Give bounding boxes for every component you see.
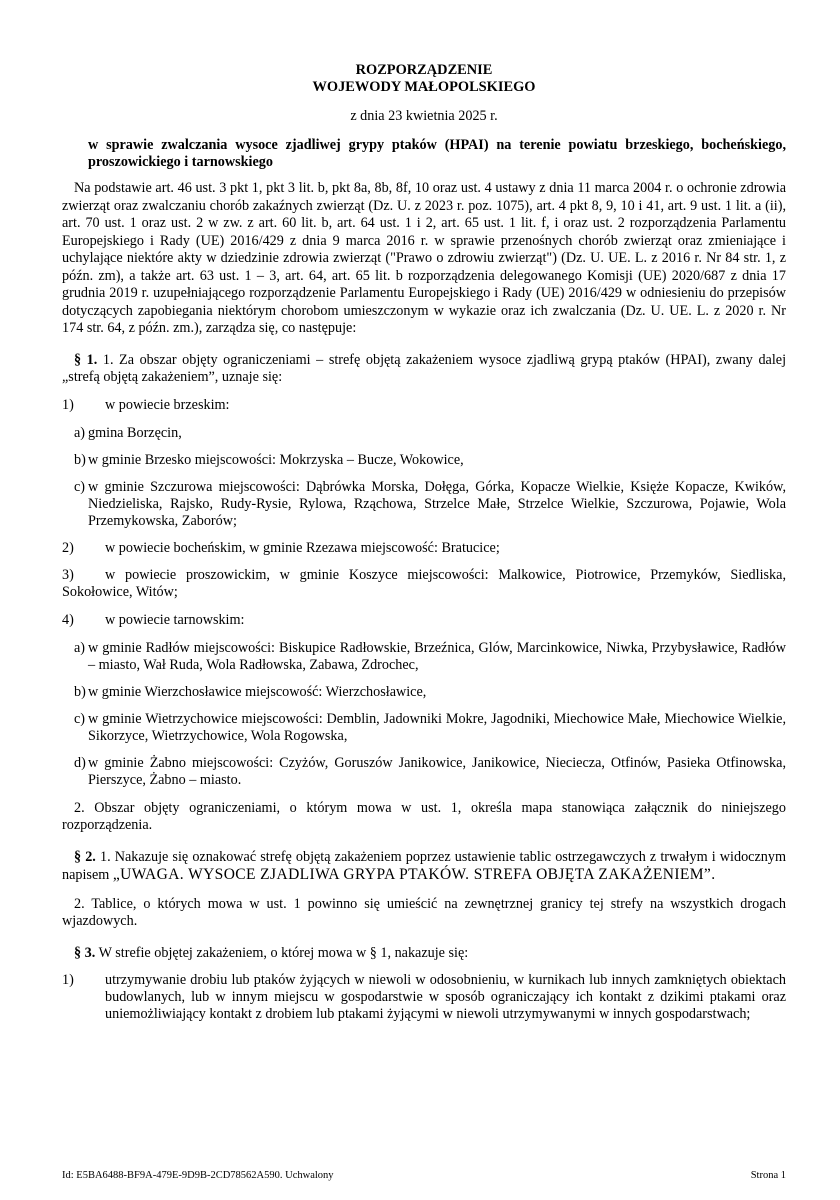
letter-text: w gminie Radłów miejscowości: Biskupice Radłowskie, Brzeźnica, Glów, Marcinkowice, Niwka, Przybysławice, Radłów – miasto, Wał Ruda, Wola Radłowska, Zabawa, Zdrochec, bbox=[88, 639, 786, 673]
letter-label: b) bbox=[74, 451, 86, 468]
document-page bbox=[62, 62, 786, 1023]
section-3-intro bbox=[62, 945, 786, 963]
point-number: 1) bbox=[62, 972, 74, 988]
section-1-ust-1 bbox=[62, 352, 786, 387]
preamble: Na podstawie art. 46 ust. 3 pkt 1, pkt 3 lit. b, pkt 8a, 8b, 8f, 10 oraz ust. 4 ustawy z dnia 11 marca 2004 r. o ochronie zdrowia zwierząt oraz zwalczaniu chorób zakaźnych zwierząt (Dz. U. z 2023 r. poz. 1075), art. 4 pkt 8, 9, 10 i 41, art. 9 ust. 1 lit. a (ii), art. 70 ust. 1 oraz ust. 2 w zw. z art. 60 lit. b, art. 64 ust. 1 i 2, art. 65 ust. 1 lit. f, i oraz ust. 2 rozporządzenia Parlamentu Europejskiego i Rady (UE) 2016/429 z dnia 9 marca 2016 r. w sprawie przenośnych chorób zwierząt oraz zmieniające i uchylające niektóre akty w dziedzinie zdrowia zwierząt ("Prawo o zdrowiu zwierząt") (Dz. U. UE. L. z 2016 r. Nr 84 str. 1, z późn. zm), a także art. 63 ust. 1 – 3, art. 64, art. 65 lit. b rozporządzenia delegowanego Komisji (UE) 2020/687 z dnia 17 grudnia 2019 r. uzupełniającego rozporządzenie Parlamentu Europejskiego i Rady (UE) 2016/429 w odniesieniu do przepisów dotyczących zapobiegania niektórym chorobom umieszczonym w wykazie oraz ich zwalczania (Dz. U. UE. L. z 2020 r. Nr 174 str. 64, z późn. zm.), zarządza się, co następuje: bbox=[62, 180, 786, 336]
document-id: Id: E5BA6488-BF9A-479E-9D9B-2CD78562A590. Uchwalony bbox=[62, 1170, 334, 1181]
point-text: w powiecie tarnowskim: bbox=[105, 611, 245, 628]
document-date: z dnia 23 kwietnia 2025 r. bbox=[350, 108, 498, 124]
warning-sign-text: „UWAGA. WYSOCE ZJADLIWA GRYPA PTAKÓW. STREFA OBJĘTA ZAKAŻENIEM”. bbox=[112, 866, 716, 883]
section-1-point-4-b bbox=[74, 684, 786, 701]
letter-label: a) bbox=[74, 639, 86, 656]
page-number: Strona 1 bbox=[750, 1170, 786, 1181]
section-1-point-3 bbox=[62, 567, 786, 602]
letter-text: w gminie Żabno miejscowości: Czyżów, Goruszów Janikowice, Janikowice, Niecieczа, Otfinów, Pasieka Otfinowska, Pierszyce, Żabno – miasto. bbox=[88, 754, 786, 788]
point-number: 1) bbox=[62, 396, 74, 413]
section-1-point-1 bbox=[62, 397, 786, 414]
document-title bbox=[62, 62, 786, 96]
section-2-mark: § 2. bbox=[74, 848, 96, 865]
section-1-point-4-d bbox=[74, 755, 786, 789]
section-3-mark: § 3. bbox=[74, 944, 96, 961]
letter-text: gmina Borzęcin, bbox=[88, 424, 182, 441]
point-text: utrzymywanie drobiu lub ptaków żyjących w niewoli w odosobnieniu, w kurnikach lub innych zamkniętych obiektach budowlanych, lub w innym miejscu w gospodarstwie w sposób ograniczający ich kontakt z dzikimi ptakami oraz uniemożliwiający kontakt z drobiem lub ptakami żyjącymi w niewoli utrzymywanymi w innych gospodarstwach; bbox=[105, 972, 786, 1022]
section-2-ust-2: 2. Tablice, o których mowa w ust. 1 powinno się umieścić na zewnętrznej granicy tej strefy na wszystkich drogach wjazdowych. bbox=[62, 895, 786, 929]
point-text: w powiecie brzeskim: bbox=[105, 396, 230, 413]
page-footer bbox=[62, 1170, 786, 1181]
section-1-point-4-c bbox=[74, 711, 786, 745]
title-line-2: WOJEWODY MAŁOPOLSKIEGO bbox=[312, 79, 536, 95]
letter-label: c) bbox=[74, 478, 86, 495]
letter-label: d) bbox=[74, 754, 86, 771]
letter-label: a) bbox=[74, 424, 86, 441]
section-1-ust-2: 2. Obszar objęty ograniczeniami, o którym mowa w ust. 1, określa mapa stanowiąca załącznik do niniejszego rozporządzenia. bbox=[62, 799, 786, 833]
letter-text: w gminie Wierzchosławice miejscowość: Wierzchosławice, bbox=[88, 683, 427, 700]
point-number: 3) bbox=[62, 566, 74, 583]
section-1-point-4-a bbox=[74, 640, 786, 674]
section-3-point-1 bbox=[62, 972, 786, 1023]
section-2-ust-1 bbox=[62, 849, 786, 885]
point-text: w powiecie bocheńskim, w gminie Rzezawa miejscowość: Bratucice; bbox=[105, 539, 500, 556]
section-2-ust-1-text: 1. Nakazuje się oznakować strefę objętą zakażeniem poprzez ustawienie tablic ostrzegawczych z trwałym i widocznym napisem bbox=[62, 848, 786, 883]
letter-label: b) bbox=[74, 683, 86, 700]
section-1-mark: § 1. bbox=[74, 351, 98, 368]
section-3-intro-text: W strefie objętej zakażeniem, o której mowa w § 1, nakazuje się: bbox=[98, 944, 469, 961]
section-1-point-1-c bbox=[74, 479, 786, 530]
section-1-point-1-b bbox=[74, 452, 786, 469]
section-1-point-2 bbox=[62, 540, 786, 557]
letter-text: w gminie Brzesko miejscowości: Mokrzyska – Bucze, Wokowice, bbox=[88, 451, 464, 468]
point-text: w powiecie proszowickim, w gminie Koszyce miejscowości: Malkowice, Piotrowice, Przemyków, Siedliska, Sokołowice, Witów; bbox=[62, 566, 786, 600]
section-1-ust-1-text: 1. Za obszar objęty ograniczeniami – strefę objętą zakażeniem wysoce zjadliwą grypą ptaków (HPAI), zwany dalej „strefą objętą zakażeniem”, uznaje się: bbox=[62, 351, 787, 385]
letter-text: w gminie Wietrzychowice miejscowości: Demblin, Jadowniki Mokre, Jagodniki, Miechowice Małe, Miechowice Wielkie, Sikorzyce, Wietrzychowice, Wola Rogowska, bbox=[88, 710, 786, 744]
section-1-point-1-a bbox=[74, 425, 786, 442]
point-number: 2) bbox=[62, 539, 74, 556]
section-1-point-4 bbox=[62, 612, 786, 629]
point-number: 4) bbox=[62, 611, 74, 628]
letter-text: w gminie Szczurowa miejscowości: Dąbrówka Morska, Dołęga, Górka, Kopacze Wielkie, Księże Kopacze, Kwików, Niedzieliska, Rajsko, Rudy-Rysie, Rylowa, Rząchowa, Strzelce Małe, Strzelce Wielkie, Szczurowa, Pojawie, Wola Przemykowska, Zaborów; bbox=[88, 478, 786, 529]
title-line-1: ROZPORZĄDZENIE bbox=[355, 62, 493, 78]
letter-label: c) bbox=[74, 710, 86, 727]
document-subject: w sprawie zwalczania wysoce zjadliwej grypy ptaków (HPAI) na terenie powiatu brzeskiego, bocheńskiego, proszowickiego i tarnowskiego bbox=[88, 137, 786, 170]
